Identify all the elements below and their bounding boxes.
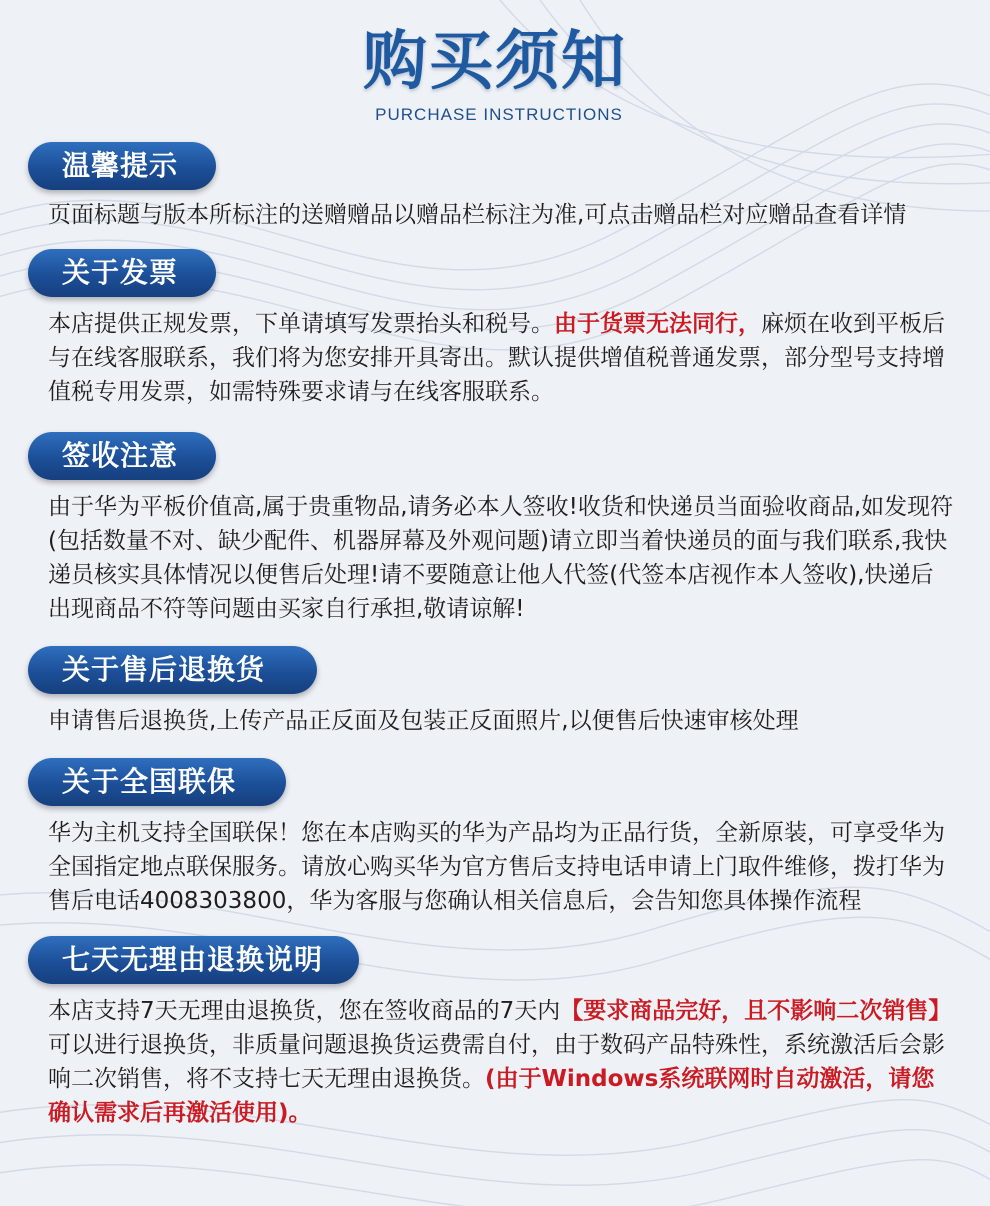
section-heading-invoice: 关于发票 xyxy=(28,249,216,297)
seven-day-text-part-a: 本店支持7天无理由退换货，您在签收商品的7天内 xyxy=(48,998,561,1024)
invoice-text-highlight: 由于货票无法同行， xyxy=(554,311,761,337)
invoice-text-part-b: 麻烦在收到平板后与在线客服联系，我们将为您安排开具寄出。默认提供增值税普通发票，部分型号支持增值税专用发票，如需特殊要求请与在线客服联系。 xyxy=(48,311,945,405)
section-text-warranty: 华为主机支持全国联保！您在本店购买的华为产品均为正品行货，全新原装，可享受华为全国指定地点联保服务。请放心购买华为官方售后支持电话申请上门取件维修，拨打华为售后电话4008303800，华为客服与您确认相关信息后，会告知您具体操作流程 xyxy=(48,820,945,914)
section-heading-signing: 签收注意 xyxy=(28,432,216,480)
section-heading-seven-day: 七天无理由退换说明 xyxy=(28,936,359,984)
section-text-invoice xyxy=(48,307,954,409)
page-subtitle: PURCHASE INSTRUCTIONS xyxy=(375,105,623,124)
invoice-text-part-a: 本店提供正规发票，下单请填写发票抬头和税号。 xyxy=(48,311,554,337)
seven-day-text-highlight: 【要求商品完好，且不影响二次销售】 xyxy=(560,998,952,1024)
section-heading-returns: 关于售后退换货 xyxy=(28,646,317,694)
seven-day-text-highlight-2: (由于Windows系统联网时自动激活，请您确认需求后再激活使用)。 xyxy=(48,1066,935,1126)
section-text-seven-day xyxy=(48,994,954,1130)
section-heading-warranty: 关于全国联保 xyxy=(28,758,286,806)
section-text-tips: 页面标题与版本所标注的送赠赠品以赠品栏标注为准,可点击赠品栏对应赠品查看详情 xyxy=(48,202,907,228)
section-heading-tips: 温馨提示 xyxy=(28,142,216,190)
section-text-returns: 申请售后退换货,上传产品正反面及包装正反面照片,以便售后快速审核处理 xyxy=(48,708,799,734)
section-text-signing: 由于华为平板价值高,属于贵重物品,请务必本人签收!收货和快递员当面验收商品,如发现符(包括数量不对、缺少配件、机器屏幕及外观问题)请立即当着快递员的面与我们联系,我快递员核实具体情况以便售后处理!请不要随意让他人代签(代签本店视作本人签收),快递后出现商品不符等问题由买家自行承担,敬请谅解! xyxy=(48,494,954,622)
seven-day-text-part-b: 可以进行退换货，非质量问题退换货运费需自付，由于数码产品特殊性，系统激活后会影响二次销售，将不支持七天无理由退换货。 xyxy=(48,1032,945,1092)
page-title: 购买须知 xyxy=(363,24,627,99)
